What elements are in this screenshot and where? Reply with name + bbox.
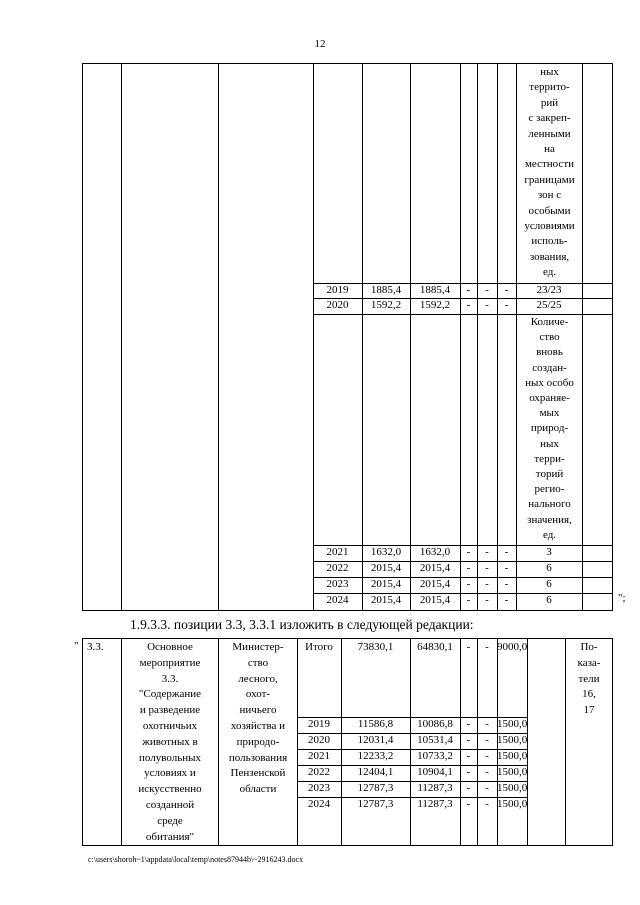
- activity-name: 3.3.: [161, 672, 179, 685]
- indicator-note: ных: [540, 437, 559, 450]
- total-cell: 12404,1: [357, 766, 394, 778]
- indicator-note: особыми: [528, 204, 571, 217]
- budget-cell: 1632,0: [419, 546, 451, 558]
- total-cell: 73830,1: [357, 641, 394, 653]
- table-rule: [218, 63, 219, 611]
- indicator-note: Количе-: [530, 316, 569, 328]
- indicator-value: 6: [546, 578, 552, 590]
- activity-name: полувольных: [139, 751, 201, 764]
- indicator-note: террито-: [529, 81, 570, 94]
- activity-name: Основное: [147, 641, 193, 653]
- year-cell: 2021: [308, 750, 330, 762]
- table-rule: [460, 63, 461, 611]
- budget-cell: 1592,2: [419, 299, 451, 311]
- indicator-note: каза-: [577, 656, 601, 669]
- total-cell: 12787,3: [357, 798, 394, 810]
- dash-cell: -: [485, 578, 489, 590]
- table-rule: [82, 638, 613, 639]
- table-rule: [82, 638, 83, 846]
- closing-quote: ";: [618, 592, 626, 604]
- budget-cell: 10531,4: [417, 734, 453, 746]
- dash-cell: -: [485, 546, 489, 558]
- dash-cell: -: [485, 299, 489, 311]
- dash-cell: -: [485, 718, 489, 730]
- executor-name: области: [239, 783, 277, 796]
- dash-cell: -: [466, 594, 471, 606]
- budget-cell: 2015,4: [419, 562, 451, 574]
- indicator-note: 16,: [582, 688, 596, 701]
- activity-name: мероприятие: [139, 656, 201, 669]
- dash-cell: -: [466, 734, 471, 746]
- total-cell: 1592,2: [370, 299, 402, 311]
- indicator-note: регио-: [534, 483, 565, 496]
- table-rule: [82, 610, 613, 611]
- table-rule: [527, 638, 528, 846]
- table-rule: [121, 63, 122, 611]
- dash-cell: -: [504, 284, 509, 296]
- activity-name: охотничьих: [142, 720, 198, 732]
- dash-cell: -: [485, 284, 489, 296]
- budget-cell: 1885,4: [419, 284, 451, 296]
- executor-name: хозяйства и: [230, 720, 286, 732]
- indicator-value: 23/23: [536, 284, 562, 296]
- position-number: 3.3.: [87, 641, 104, 653]
- indicator-value: 3: [546, 546, 552, 558]
- dash-cell: -: [466, 299, 471, 311]
- executor-name: лесного,: [238, 672, 278, 685]
- activity-name: животных в: [142, 735, 198, 748]
- executor-name: пользования: [228, 751, 288, 764]
- dash-cell: -: [504, 299, 509, 311]
- year-cell: 2024: [326, 594, 349, 606]
- dash-cell: -: [466, 641, 471, 653]
- indicator-note: границами: [524, 173, 575, 186]
- indicator-value: 6: [546, 594, 552, 606]
- activity-name: среде: [157, 814, 183, 827]
- dash-cell: -: [485, 594, 489, 606]
- indicator-note: вновь: [536, 346, 563, 359]
- dash-cell: -: [504, 594, 509, 606]
- table-rule: [582, 63, 583, 611]
- indicator-value: 25/25: [536, 299, 562, 311]
- other-sources-cell: 1500,0: [497, 734, 528, 746]
- activity-name: созданной: [145, 799, 195, 811]
- table-rule: [362, 63, 363, 611]
- indicator-note: ед.: [542, 528, 557, 541]
- activity-name: и разведение: [139, 704, 201, 717]
- executor-name: Пензенской: [230, 767, 286, 780]
- dash-cell: -: [466, 750, 471, 762]
- year-cell: 2020: [326, 299, 349, 311]
- budget-cell: 2015,4: [419, 594, 451, 606]
- indicator-note: мых: [539, 407, 560, 420]
- budget-cell: 64830,1: [417, 641, 453, 653]
- budget-cell: 2015,4: [419, 578, 451, 590]
- other-sources-cell: 9000,0: [497, 641, 528, 653]
- year-cell: 2023: [326, 578, 349, 590]
- year-cell: 2024: [308, 798, 330, 810]
- indicator-note: ство: [539, 331, 560, 344]
- table-rule: [497, 63, 498, 611]
- indicator-note: исполь-: [531, 235, 568, 248]
- year-cell: 2023: [308, 782, 330, 794]
- indicator-note: По-: [580, 641, 598, 653]
- total-cell: 1885,4: [370, 284, 402, 296]
- total-cell: 12787,3: [357, 782, 394, 794]
- dash-cell: -: [504, 578, 509, 590]
- total-cell: 12031,4: [357, 734, 394, 746]
- indicator-note: ленными: [528, 127, 571, 140]
- indicator-note: терри-: [534, 452, 565, 465]
- dash-cell: -: [466, 766, 471, 778]
- total-cell: 2015,4: [370, 594, 402, 606]
- dash-cell: -: [485, 562, 489, 574]
- dash-cell: -: [466, 798, 471, 810]
- opening-quote: ": [74, 640, 79, 652]
- indicator-note: ед.: [542, 266, 557, 279]
- activity-name: "Содержание: [138, 688, 202, 701]
- indicator-note: торий: [535, 468, 564, 480]
- dash-cell: -: [466, 284, 471, 296]
- indicator-note: создан-: [532, 361, 567, 374]
- dash-cell: -: [485, 734, 489, 746]
- budget-cell: 10733,2: [417, 750, 453, 762]
- total-cell: 11586,8: [357, 718, 394, 730]
- dash-cell: -: [504, 546, 509, 558]
- activity-name: искусственно: [138, 783, 202, 796]
- dash-cell: -: [485, 641, 489, 653]
- indicator-note: на: [544, 143, 555, 155]
- dash-cell: -: [466, 718, 471, 730]
- executor-name: охот-: [245, 688, 271, 701]
- other-sources-cell: 1500,0: [497, 766, 528, 778]
- indicator-note: 17: [583, 704, 595, 717]
- budget-cell: 10086,8: [417, 718, 453, 730]
- indicator-note: зон с: [537, 189, 562, 202]
- indicator-note: зования,: [529, 250, 570, 263]
- budget-cell: 11287,3: [417, 798, 453, 810]
- other-sources-cell: 1500,0: [497, 718, 528, 730]
- total-cell: 2015,4: [370, 578, 402, 590]
- table-rule: [477, 63, 478, 611]
- indicator-value: 6: [546, 562, 552, 574]
- table-rule: [313, 63, 314, 611]
- indicator-note: тели: [578, 672, 600, 685]
- year-cell: 2019: [308, 718, 330, 730]
- dash-cell: -: [504, 562, 509, 574]
- executor-name: природо-: [236, 735, 280, 748]
- table-rule: [612, 638, 613, 846]
- indicator-note: условиями: [524, 220, 575, 232]
- activity-name: условиях и: [144, 767, 196, 780]
- other-sources-cell: 1500,0: [497, 782, 528, 794]
- dash-cell: -: [485, 782, 489, 794]
- table-rule: [313, 314, 613, 315]
- file-path-footer: c:\users\shoroh~1\appdata\local\temp\notes87944b\~2916243.docx: [88, 855, 304, 864]
- section-heading: 1.9.3.3. позиции 3.3, 3.3.1 изложить в следующей редакции:: [130, 617, 474, 632]
- dash-cell: -: [466, 562, 471, 574]
- executor-name: ничьего: [239, 704, 277, 717]
- total-cell: 12233,2: [357, 750, 394, 762]
- indicator-note: значения,: [527, 513, 572, 526]
- executor-name: ство: [247, 656, 269, 669]
- table-rule: [410, 63, 411, 611]
- table-rule: [612, 63, 613, 611]
- year-cell: 2022: [326, 562, 349, 574]
- indicator-note: природ-: [530, 422, 569, 435]
- dash-cell: -: [485, 750, 489, 762]
- dash-cell: -: [466, 546, 471, 558]
- year-cell: 2020: [308, 734, 330, 746]
- indicator-note: ных особо: [525, 376, 574, 389]
- executor-name: Министер-: [232, 641, 284, 653]
- other-sources-cell: 1500,0: [497, 750, 528, 762]
- table-rule: [82, 845, 613, 846]
- indicator-note: охраняе-: [529, 392, 570, 404]
- indicator-note: местности: [524, 158, 575, 171]
- indicator-note: рий: [540, 96, 559, 109]
- indicator-note: нального: [528, 498, 571, 511]
- dash-cell: -: [466, 578, 471, 590]
- table-rule: [82, 63, 613, 64]
- total-cell: 2015,4: [370, 562, 402, 574]
- page-number: 12: [314, 38, 326, 50]
- year-cell: 2022: [308, 766, 330, 778]
- table-rule: [82, 63, 83, 611]
- year-cell: 2021: [326, 546, 349, 558]
- budget-cell: 10904,1: [417, 766, 453, 778]
- indicator-note: ных: [540, 66, 559, 78]
- activity-name: обитания": [145, 830, 195, 843]
- year-cell: 2019: [326, 284, 349, 296]
- dash-cell: -: [485, 798, 489, 810]
- dash-cell: -: [485, 766, 489, 778]
- year-cell: Итого: [305, 641, 333, 653]
- total-cell: 1632,0: [370, 546, 402, 558]
- other-sources-cell: 1500,0: [497, 798, 528, 810]
- budget-cell: 11287,3: [417, 782, 453, 794]
- indicator-note: с закреп-: [528, 112, 571, 125]
- dash-cell: -: [466, 782, 471, 794]
